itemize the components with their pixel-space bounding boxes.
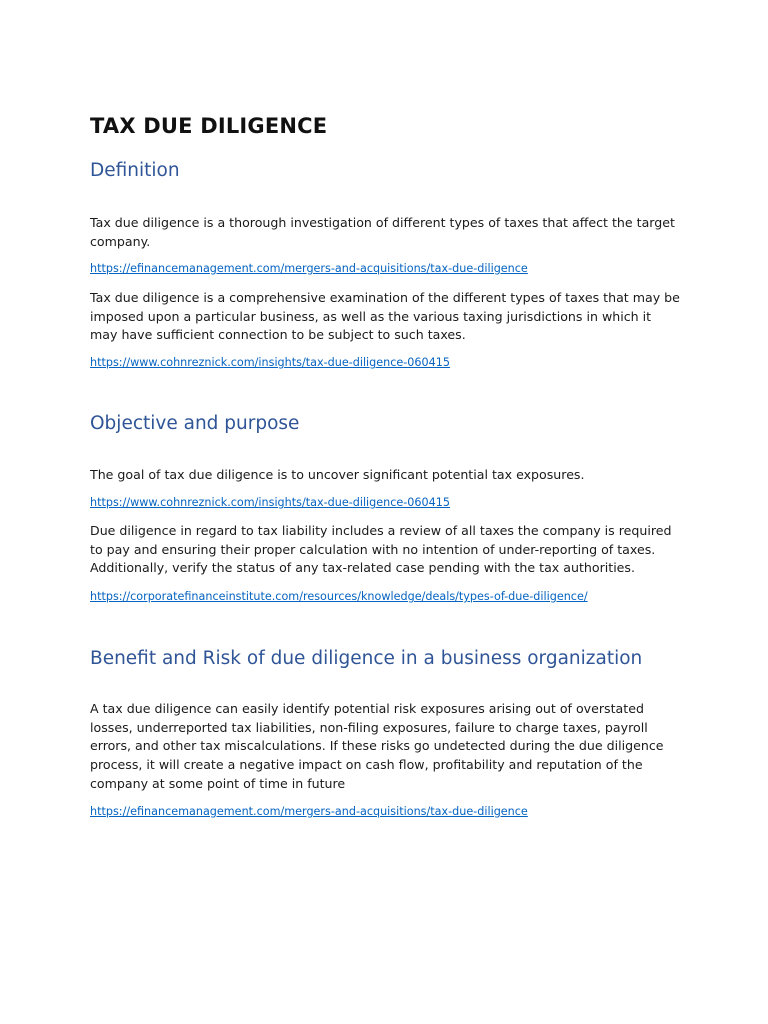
objective-paragraph-1: The goal of tax due diligence is to uncover significant potential tax exposures. [90,467,585,482]
benefit-risk-source-link[interactable]: https://efinancemanagement.com/mergers-and-acquisitions/tax-due-diligence [90,805,528,818]
benefit-risk-paragraph: A tax due diligence can easily identify potential risk exposures arising out of overstated losses, underreported tax liabilities, non-filing exposures, failure to charge taxes, payroll errors, and other tax miscalculations. If these risks go undetected during the due diligence process, it will create a negative impact on cash flow, profitability and reputation of the company at some point of time in future [90,701,664,791]
section-heading-objective: Objective and purpose [90,413,300,434]
objective-source-link-1[interactable]: https://www.cohnreznick.com/insights/tax-due-diligence-060415 [90,496,451,509]
objective-paragraph-2: Due diligence in regard to tax liability includes a review of all taxes the company is required to pay and ensuring their proper calculation with no intention of under-reporting of taxes. Additionally, verify the status of any tax-related case pending with the tax authorities. [90,523,672,576]
definition-source-link-2[interactable]: https://www.cohnreznick.com/insights/tax-due-diligence-060415 [90,356,451,369]
section-heading-benefit-risk: Benefit and Risk of due diligence in a business organization [90,648,643,669]
definition-source-link-1[interactable]: https://efinancemanagement.com/mergers-and-acquisitions/tax-due-diligence [90,262,528,275]
objective-source-link-2[interactable]: https://corporatefinanceinstitute.com/resources/knowledge/deals/types-of-due-diligence/ [90,590,588,603]
definition-paragraph-1: Tax due diligence is a thorough investigation of different types of taxes that affect the target company. [90,215,675,249]
section-heading-definition: Definition [90,160,180,181]
definition-paragraph-2: Tax due diligence is a comprehensive examination of the different types of taxes that may be imposed upon a particular business, as well as the various taxing jurisdictions in which it may have sufficient connection to be subject to such taxes. [90,290,680,343]
document-title: TAX DUE DILIGENCE [90,114,328,138]
